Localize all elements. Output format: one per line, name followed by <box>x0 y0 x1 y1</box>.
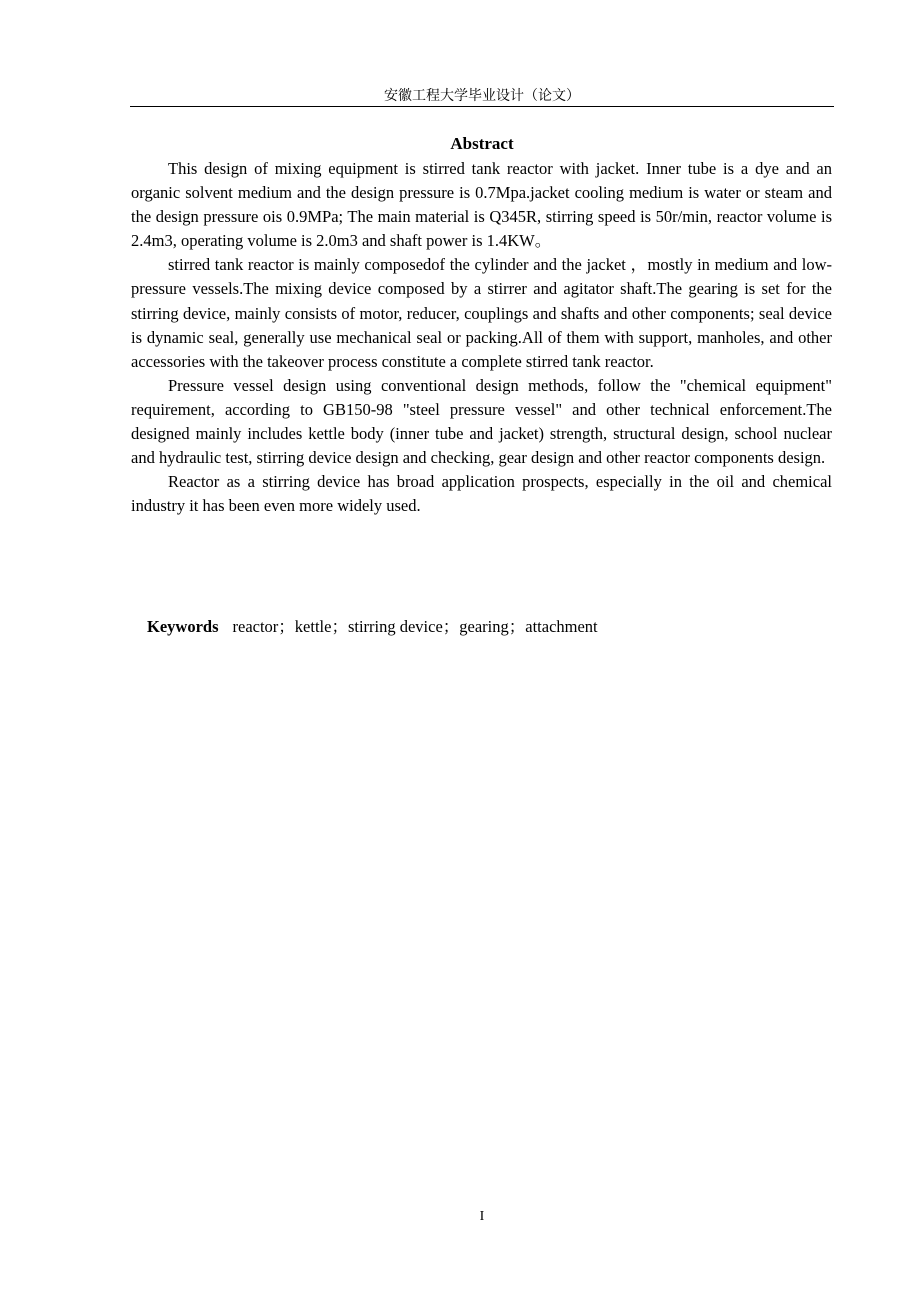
abstract-paragraph-3: Pressure vessel design using conventional design methods, follow the "chemical equipment" requirement, according to GB150-98 "steel pressure vessel" and other technical enforcement.The designed mainly includes kettle body (inner tube and jacket) strength, structural design, school nuclear and hydraulic test, stirring device design and checking, gear design and other reactor components design. <box>131 375 832 468</box>
keywords-line <box>147 615 837 639</box>
page-header: 安徽工程大学毕业设计（论文） <box>384 89 580 104</box>
abstract-paragraph-2: stirred tank reactor is mainly composedof the cylinder and the jacket ，mostly in medium and low-pressure vessels.The mixing device composed by a stirrer and agitator shaft.The gearing is set for the stirring device, mainly consists of motor, reducer, couplings and shafts and other components; seal device is dynamic seal, generally use mechanical seal or packing.All of them with support, manholes, and other accessories with the takeover process constitute a complete stirred tank reactor. <box>131 255 832 371</box>
abstract-body <box>131 157 832 518</box>
abstract-paragraph-1: This design of mixing equipment is stirred tank reactor with jacket. Inner tube is a dye and an organic solvent medium and the design pressure is 0.7Mpa.jacket cooling medium is water or steam and the design pressure ois 0.9MPa; The main material is Q345R, stirring speed is 50r/min, reactor volume is 2.4m3, operating volume is 2.0m3 and shaft power is 1.4KW。 <box>131 159 832 251</box>
abstract-paragraph-4: Reactor as a stirring device has broad application prospects, especially in the oil and chemical industry it has been even more widely used. <box>131 472 832 516</box>
header-rule <box>130 106 834 107</box>
abstract-title: Abstract <box>450 134 514 153</box>
keywords-value: reactor；kettle；stirring device；gearing；attachment <box>232 617 598 636</box>
keywords-label: Keywords <box>147 617 219 636</box>
page-number: I <box>479 1209 485 1224</box>
